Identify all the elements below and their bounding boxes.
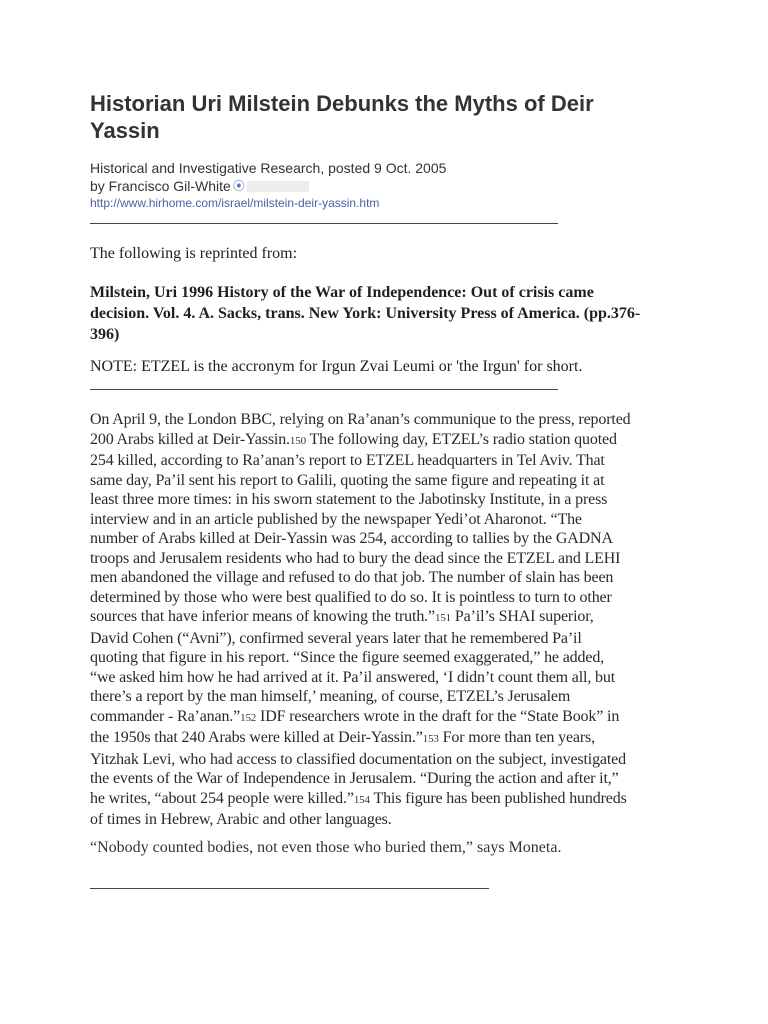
divider-bottom [90, 888, 489, 889]
footnote-ref[interactable]: 154 [353, 793, 370, 806]
source-line: Historical and Investigative Research, posted 9 Oct. 2005 [90, 160, 447, 176]
body-line-text: For more than ten years, [438, 729, 595, 746]
body-line [90, 430, 678, 452]
article-meta [90, 159, 650, 211]
body-line-text: This figure has been published hundreds [369, 789, 627, 807]
divider-top [90, 223, 558, 224]
body-line: interview and in an article published by the newspaper Yedi’ot Aharonot. “The [90, 510, 582, 528]
body-line: determined by those who were best qualified to do so. It is pointless to turn to other [90, 588, 612, 606]
body-line: 254 killed, according to Ra’anan’s report to ETZEL headquarters in Tel Aviv. That [90, 452, 605, 469]
source-url-link[interactable]: http://www.hirhome.com/israel/milstein-deir-yassin.htm [90, 196, 380, 210]
body-line: the events of the War of Independence in Jerusalem. “During the action and after it,” [90, 770, 619, 787]
body-line: least three more times: in his sworn statement to the Jabotinsky Institute, in a press [90, 491, 608, 508]
body-line [90, 728, 678, 750]
body-line: “we asked him how he had arrived at it. Pa’il answered, ‘I didn’t count them all, but [90, 668, 616, 686]
body-line [90, 707, 678, 729]
quote-text: “Nobody counted bodies, not even those who buried them,” says Moneta. [90, 839, 562, 856]
body-line: On April 9, the London BBC, relying on Ra’anan’s communique to the press, reported [90, 411, 631, 428]
body-line-text: The following day, ETZEL’s radio station quoted [305, 430, 617, 448]
author-name: by Francisco Gil-White [90, 178, 231, 194]
body-line-text: 200 Arabs killed at Deir-Yassin. [90, 430, 290, 448]
author-line [90, 177, 650, 195]
body-line-text: he writes, “about 254 people were killed.” [90, 789, 354, 807]
profile-icon[interactable]: ⦿ [232, 179, 245, 193]
intro-text: The following is reprinted from: [90, 245, 298, 262]
body-line: Yitzhak Levi, who had access to classified documentation on the subject, investigated [90, 750, 626, 768]
body-line-text: the 1950s that 240 Arabs were killed at Deir-Yassin.” [90, 729, 423, 746]
body-line [90, 607, 678, 629]
body-line-text: sources that have inferior means of knowing the truth.” [90, 608, 435, 625]
note-text: NOTE: ETZEL is the accronym for Irgun Zvai Leumi or 'the Irgun' for short. [90, 358, 583, 375]
body-line [90, 789, 678, 811]
body-line: of times in Hebrew, Arabic and other languages. [90, 811, 392, 828]
body-line-text: Pa’il’s SHAI superior, [451, 608, 594, 625]
footnote-ref[interactable]: 150 [289, 434, 306, 447]
body-line-text: IDF researchers wrote in the draft for the “State Book” in [256, 707, 620, 725]
body-line: David Cohen (“Avni”), confirmed several years later that he remembered Pa’il [90, 629, 582, 647]
body-paragraph [90, 410, 678, 830]
footnote-ref[interactable]: 152 [240, 711, 257, 724]
body-line: men abandoned the village and refused to do that job. The number of slain has been [90, 569, 614, 586]
footnote-ref[interactable]: 151 [434, 612, 452, 624]
body-line: there’s a report by the man himself,’ meaning, of course, ETZEL’s Jerusalem [90, 688, 571, 705]
divider-middle [90, 389, 558, 390]
citation-text: Milstein, Uri 1996 History of the War of Independence: Out of crisis came decision. Vol. 4. A. Sacks, trans. New York: University Press of America. (pp.376-396) [90, 284, 641, 343]
body-line-text: commander - Ra’anan.” [90, 707, 241, 725]
article-title: Historian Uri Milstein Debunks the Myths of Deir Yassin [90, 91, 594, 143]
footnote-ref[interactable]: 153 [422, 733, 439, 745]
redacted-email [247, 181, 309, 192]
body-line: troops and Jerusalem residents who had to bury the dead since the ETZEL and LEHI [90, 549, 621, 567]
body-line: quoting that figure in his report. “Since the figure seemed exaggerated,” he added, [90, 649, 605, 666]
body-line: number of Arabs killed at Deir-Yassin was 254, according to tallies by the GADNA [90, 530, 613, 547]
body-line: same day, Pa’il sent his report to Galili, quoting the same figure and repeating it at [90, 471, 605, 489]
